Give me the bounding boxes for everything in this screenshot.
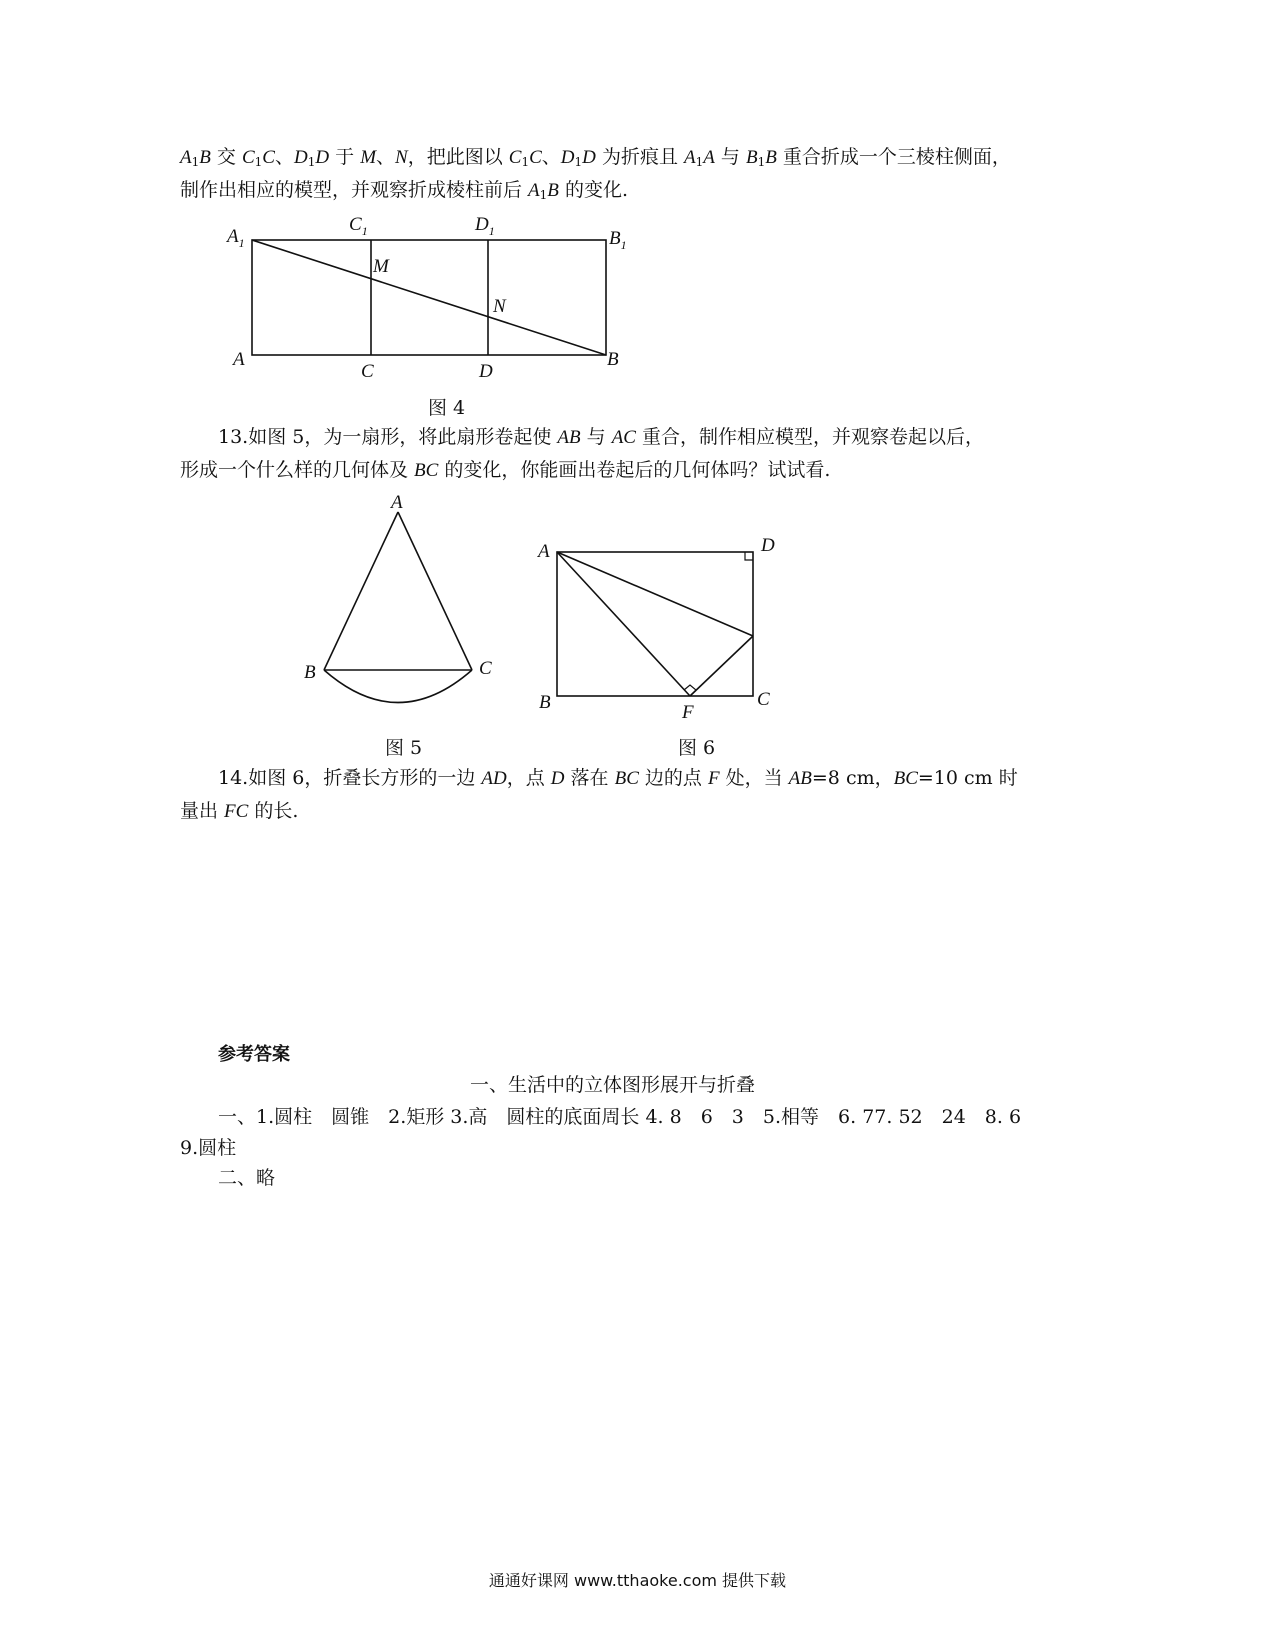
text-run: 的变化，你能画出卷起后的几何体吗？试试看. [438, 459, 831, 481]
math-variable: AB [788, 768, 812, 789]
fig5-radius-ac [398, 512, 472, 670]
text-run: ，把此图以 [407, 146, 509, 168]
figure-5 [300, 490, 510, 720]
answers-line2: 9.圆柱 [180, 1137, 237, 1159]
math-variable: AB [557, 427, 581, 448]
math-variable: BC [414, 460, 439, 481]
fig4-label-c1: $C_1$ [349, 214, 368, 238]
problem12-line1 [180, 142, 1011, 177]
fig4-label-a1: $A_1$ [227, 226, 245, 250]
text-run: 为折痕且 [595, 146, 684, 168]
text-run: 与 [580, 426, 612, 448]
subscript: 1 [574, 155, 583, 169]
math-variable: BC [893, 768, 918, 789]
subscript: 1 [521, 155, 530, 169]
subscript: 1 [539, 188, 548, 202]
math-variable: A [684, 147, 696, 168]
text-run: =10 cm 时 [917, 767, 1018, 789]
fig6-right-angle-d [745, 552, 753, 560]
text-run: 的长. [248, 800, 299, 822]
fig4-label-d1: $D_1$ [475, 214, 495, 238]
fig6-fold-line [557, 552, 753, 636]
math-variable: AD [481, 768, 507, 789]
math-variable: D [560, 147, 575, 168]
text-run: 制作出相应的模型，并观察折成棱柱前后 [180, 179, 529, 201]
fig6-label-f: F [682, 702, 694, 723]
math-variable: C [529, 147, 542, 168]
math-variable: D [315, 147, 330, 168]
fig6-segment-af [557, 552, 690, 696]
math-variable: C [241, 147, 255, 168]
fig4-label-a: A [233, 349, 245, 370]
text-run: 、 [376, 146, 396, 168]
fig5-radius-ab [324, 512, 398, 670]
figure-4 [225, 212, 645, 382]
fig6-label-a: A [538, 541, 550, 562]
figure4-caption: 图 4 [428, 397, 466, 419]
problem14-line1 [218, 763, 1018, 794]
math-variable: BC [614, 768, 639, 789]
subscript: 1 [254, 155, 263, 169]
figure6-caption: 图 6 [678, 737, 716, 759]
text-run: 量出 [180, 800, 225, 822]
text-run: 落在 [564, 767, 615, 789]
answers-line3: 二、略 [218, 1167, 276, 1189]
fig6-label-c: C [757, 689, 770, 710]
text-run: 14.如图 6，折叠长方形的一边 [218, 767, 482, 789]
text-run: 13.如图 5，为一扇形，将此扇形卷起使 [218, 426, 558, 448]
text-run: 、 [541, 146, 561, 168]
fig6-label-b: B [539, 692, 551, 713]
math-variable: FC [224, 801, 249, 822]
fig5-arc-bc [324, 670, 472, 703]
text-run: 形成一个什么样的几何体及 [180, 459, 415, 481]
subscript: 1 [307, 155, 316, 169]
figure-6 [535, 535, 805, 725]
fig4-label-b1: $B_1$ [609, 228, 627, 252]
subscript: 1 [191, 155, 200, 169]
text-run: 的变化. [558, 179, 628, 201]
math-variable: A [703, 147, 715, 168]
math-variable: B [547, 180, 559, 201]
fig4-diagonal-a1b [252, 240, 606, 355]
answers-line1: 一、1.圆柱 圆锥 2.矩形 3.高 圆柱的底面周长 4. 8 6 3 5.相等 6. 77. 52 24 8. 6 [218, 1106, 1022, 1128]
math-variable: A [528, 180, 540, 201]
math-variable: A [180, 147, 192, 168]
text-run: 与 [714, 146, 746, 168]
text-run: =8 cm， [811, 767, 894, 789]
fig6-segment-fe [690, 636, 753, 696]
text-run: 处，当 [719, 767, 789, 789]
math-variable: C [508, 147, 522, 168]
fig6-label-d: D [761, 535, 775, 556]
math-variable: B [745, 147, 758, 168]
text-run: 于 [329, 146, 361, 168]
fig4-label-n: N [493, 296, 506, 317]
problem12-line2 [180, 175, 628, 210]
subscript: 1 [695, 155, 704, 169]
fig4-label-c: C [361, 361, 374, 382]
text-run: 边的点 [638, 767, 708, 789]
fig5-label-b: B [304, 662, 316, 683]
math-variable: C [262, 147, 275, 168]
math-variable: F [707, 768, 720, 789]
text-run: 、 [274, 146, 294, 168]
fig4-label-m: M [373, 256, 389, 277]
figure5-caption: 图 5 [385, 737, 423, 759]
text-run: 重合折成一个三棱柱侧面， [776, 146, 1011, 168]
text-run: 交 [210, 146, 242, 168]
math-variable: B [199, 147, 211, 168]
fig5-label-c: C [479, 658, 492, 679]
fig5-label-a: A [391, 492, 403, 513]
problem14-line2 [180, 796, 298, 827]
problem13-line1 [218, 422, 984, 453]
math-variable: M [360, 147, 377, 168]
text-run: 重合，制作相应模型，并观察卷起以后， [635, 426, 985, 448]
math-variable: AC [611, 427, 636, 448]
text-run: ，点 [506, 767, 551, 789]
fig4-label-d: D [479, 361, 493, 382]
answers-heading: 参考答案 [218, 1044, 290, 1065]
footer-source: 通通好课网 www.tthaoke.com 提供下载 [488, 1571, 787, 1590]
math-variable: B [765, 147, 777, 168]
math-variable: N [395, 147, 408, 168]
math-variable: D [582, 147, 596, 168]
fig4-label-b: B [607, 349, 619, 370]
math-variable: D [550, 768, 565, 789]
math-variable: D [293, 147, 308, 168]
answers-section-title: 一、生活中的立体图形展开与折叠 [470, 1074, 756, 1096]
subscript: 1 [757, 155, 766, 169]
problem13-line2 [180, 455, 830, 486]
